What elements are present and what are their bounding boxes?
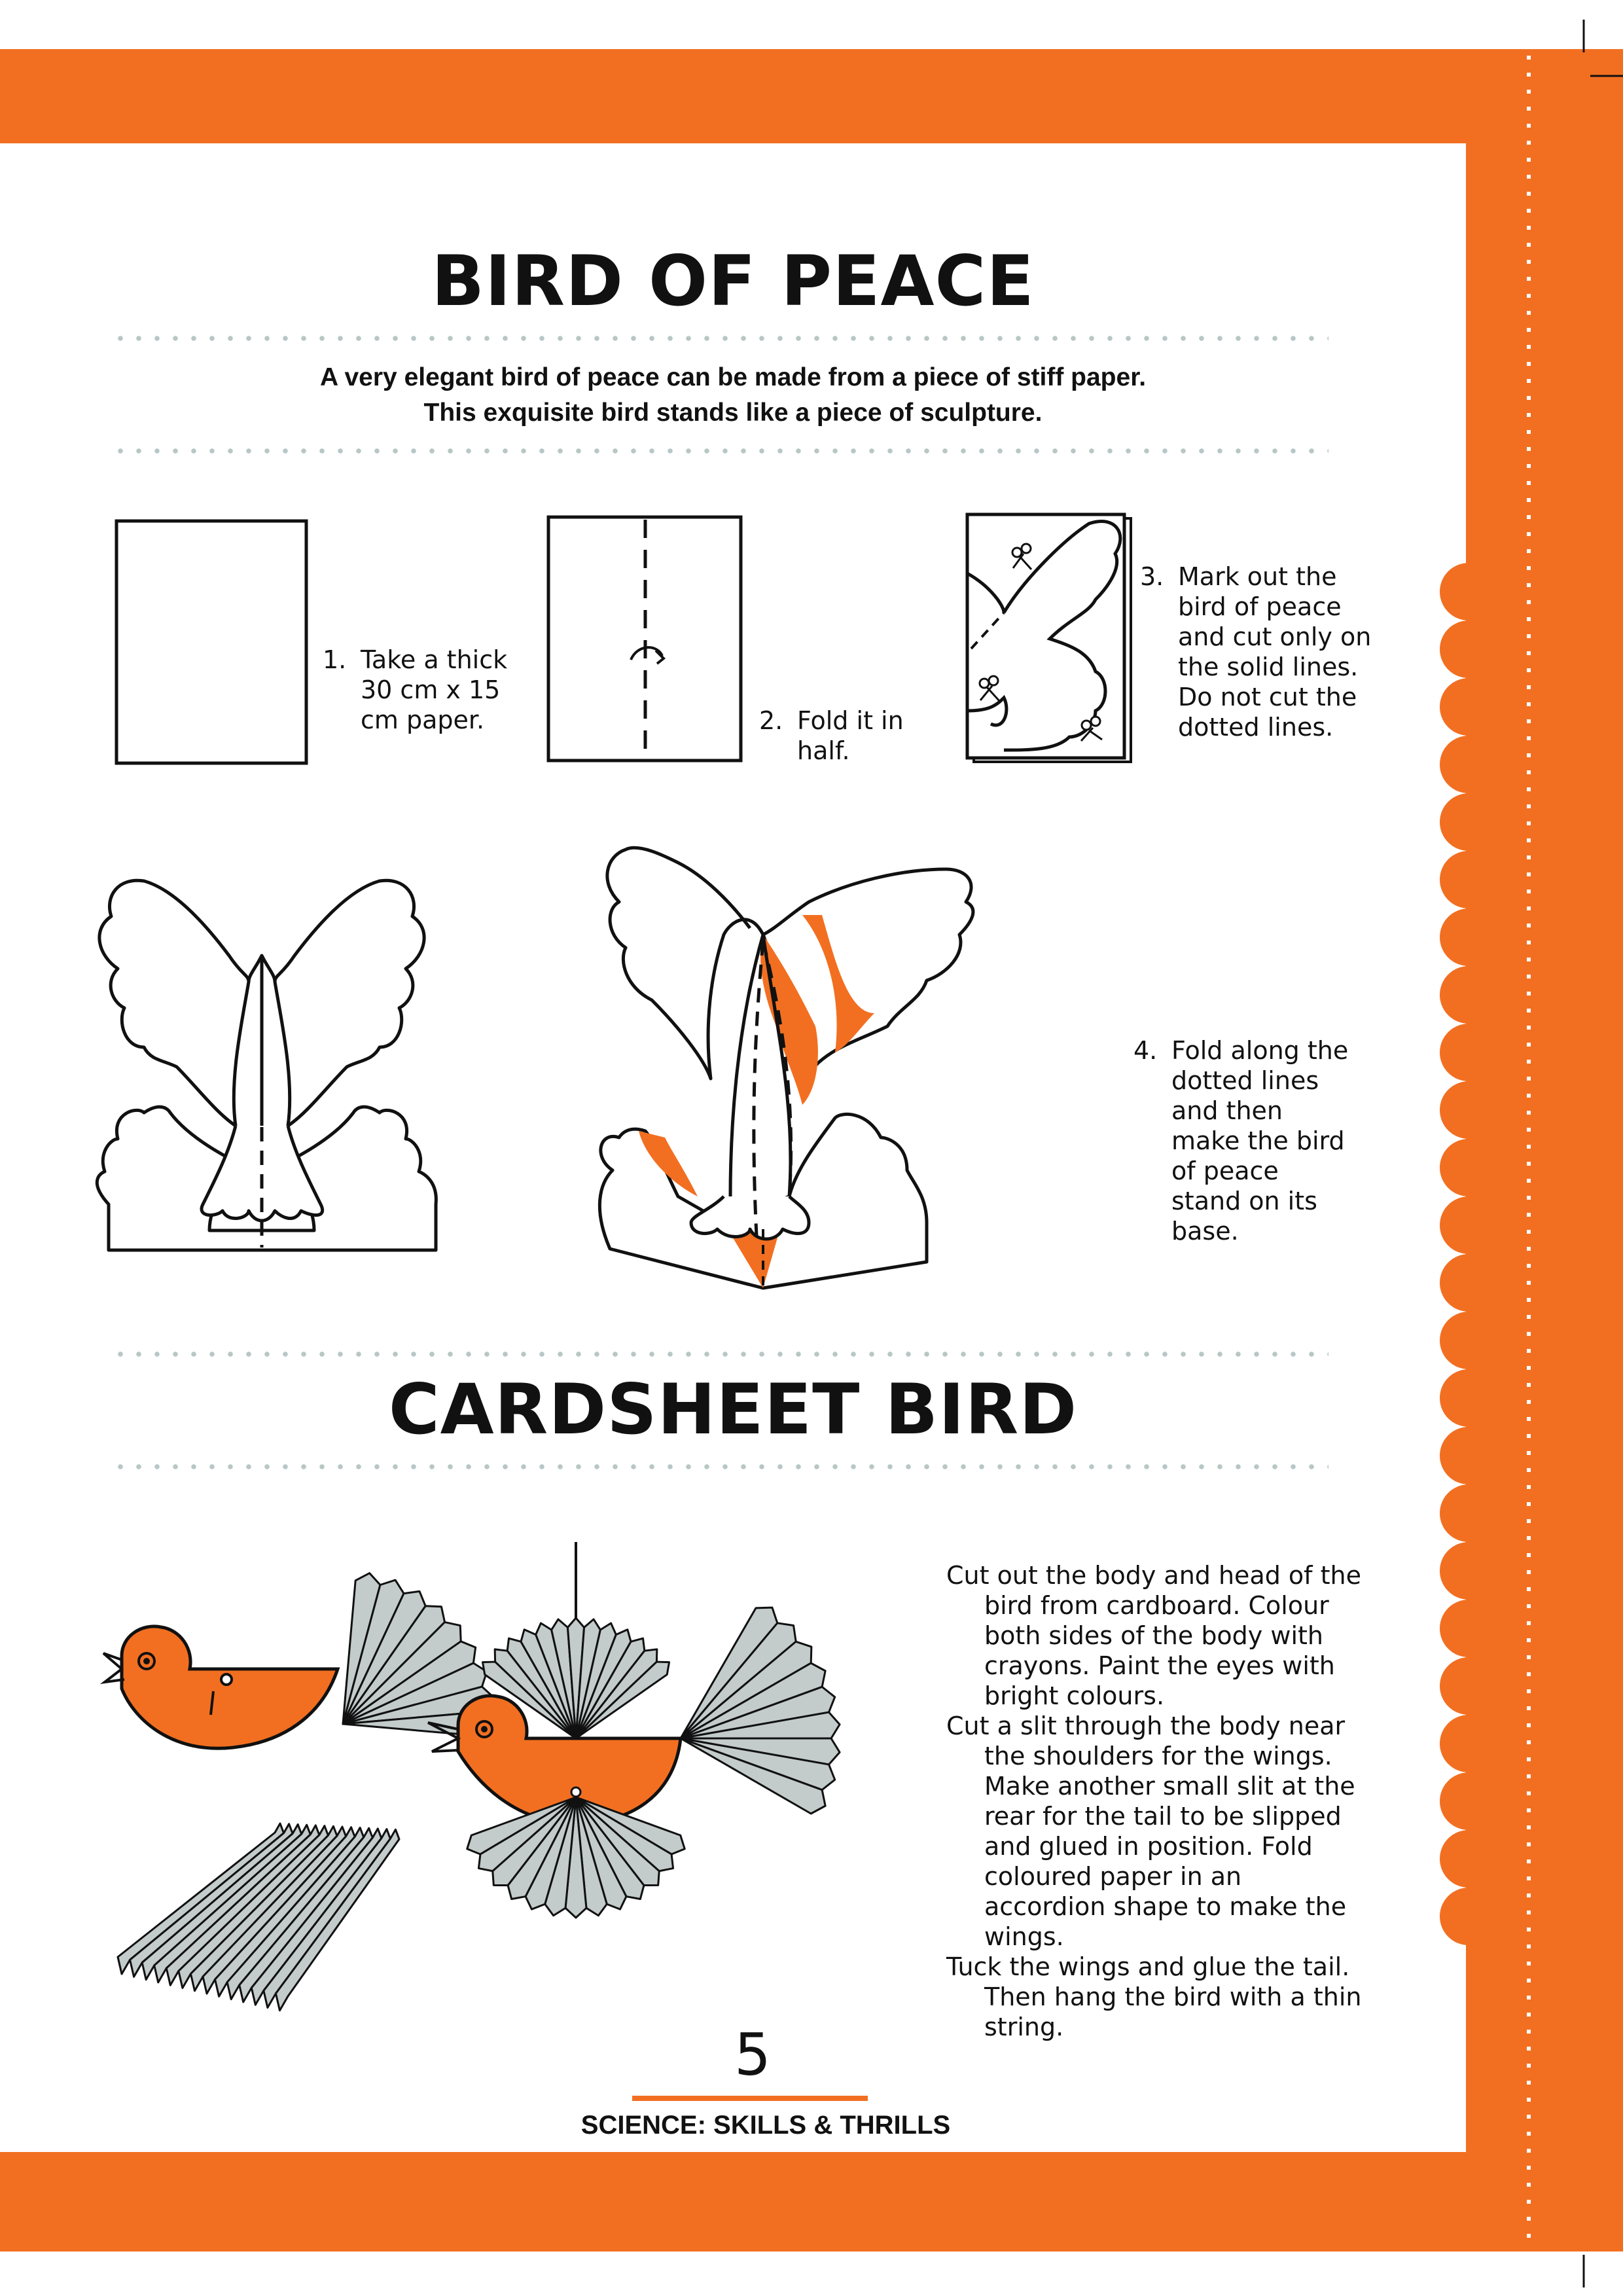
divider <box>111 1351 1329 1357</box>
intro-line-2: This exquisite bird stands like a piece of sculpture. <box>423 399 1043 427</box>
intro-line-1: A very elegant bird of peace can be made from a piece of stiff paper. <box>319 363 1147 391</box>
hanging-bird-illustration <box>419 1542 838 1935</box>
divider <box>111 1463 1329 1470</box>
divider <box>111 448 1329 454</box>
instruction-paragraph-1: Cut out the body and head of the bird from cardboard. Colour both sides of the body with crayons. Paint the eyes with bright colours. <box>946 1561 1361 1710</box>
crop-marks <box>1558 0 1623 2296</box>
footer-title: SCIENCE: SKILLS & THRILLS <box>580 2111 951 2140</box>
step-1 <box>323 645 519 735</box>
standing-bird-illustration <box>599 830 1018 1295</box>
page-number: 5 <box>734 2021 771 2089</box>
instruction-paragraph-2: Cut a slit through the body near the shoulders for the wings. Make another small slit at the rear for the tail to be slipped and glued in position. Fold coloured paper in an accordion shape to make the wings. <box>946 1712 1355 1951</box>
top-band <box>0 49 1623 143</box>
step-4 <box>1133 1035 1356 1246</box>
page-title-bird-of-peace: BIRD OF PEACE <box>431 241 1035 321</box>
bird-body-illustration <box>96 1617 344 1767</box>
instruction-paragraph-3: Tuck the wings and glue the tail. Then hang the bird with a thin string. <box>946 1952 1362 2041</box>
step-4-number: 4. <box>1133 1036 1158 1065</box>
cardsheet-instructions <box>946 1560 1365 2042</box>
step-3 <box>1140 562 1376 742</box>
fold-paper-illustration <box>547 516 743 763</box>
divider <box>111 335 1329 342</box>
step-4-text: Fold along the dotted lines and then make the bird of peace stand on its base. <box>1171 1036 1349 1246</box>
page-number-underline <box>632 2096 868 2101</box>
accordion-wing-illustration <box>118 1826 406 2022</box>
step-1-number: 1. <box>323 645 347 674</box>
section-title-cardsheet-bird: CARDSHEET BIRD <box>388 1369 1078 1450</box>
paper-sheet-illustration <box>115 520 308 764</box>
scalloped-edge <box>1420 563 1472 1964</box>
step-1-text: Take a thick 30 cm x 15 cm paper. <box>361 645 508 734</box>
step-3-number: 3. <box>1140 562 1164 591</box>
step-2-text: Fold it in half. <box>797 706 904 765</box>
step-2 <box>759 706 955 766</box>
marked-bird-illustration <box>965 514 1135 767</box>
cutout-bird-illustration <box>98 864 438 1257</box>
step-2-number: 2. <box>759 706 783 735</box>
bottom-band <box>0 2152 1623 2251</box>
step-3-text: Mark out the bird of peace and cut only on the solid lines. Do not cut the dotted lines. <box>1178 562 1372 742</box>
perforation-dots <box>1525 49 1533 2251</box>
